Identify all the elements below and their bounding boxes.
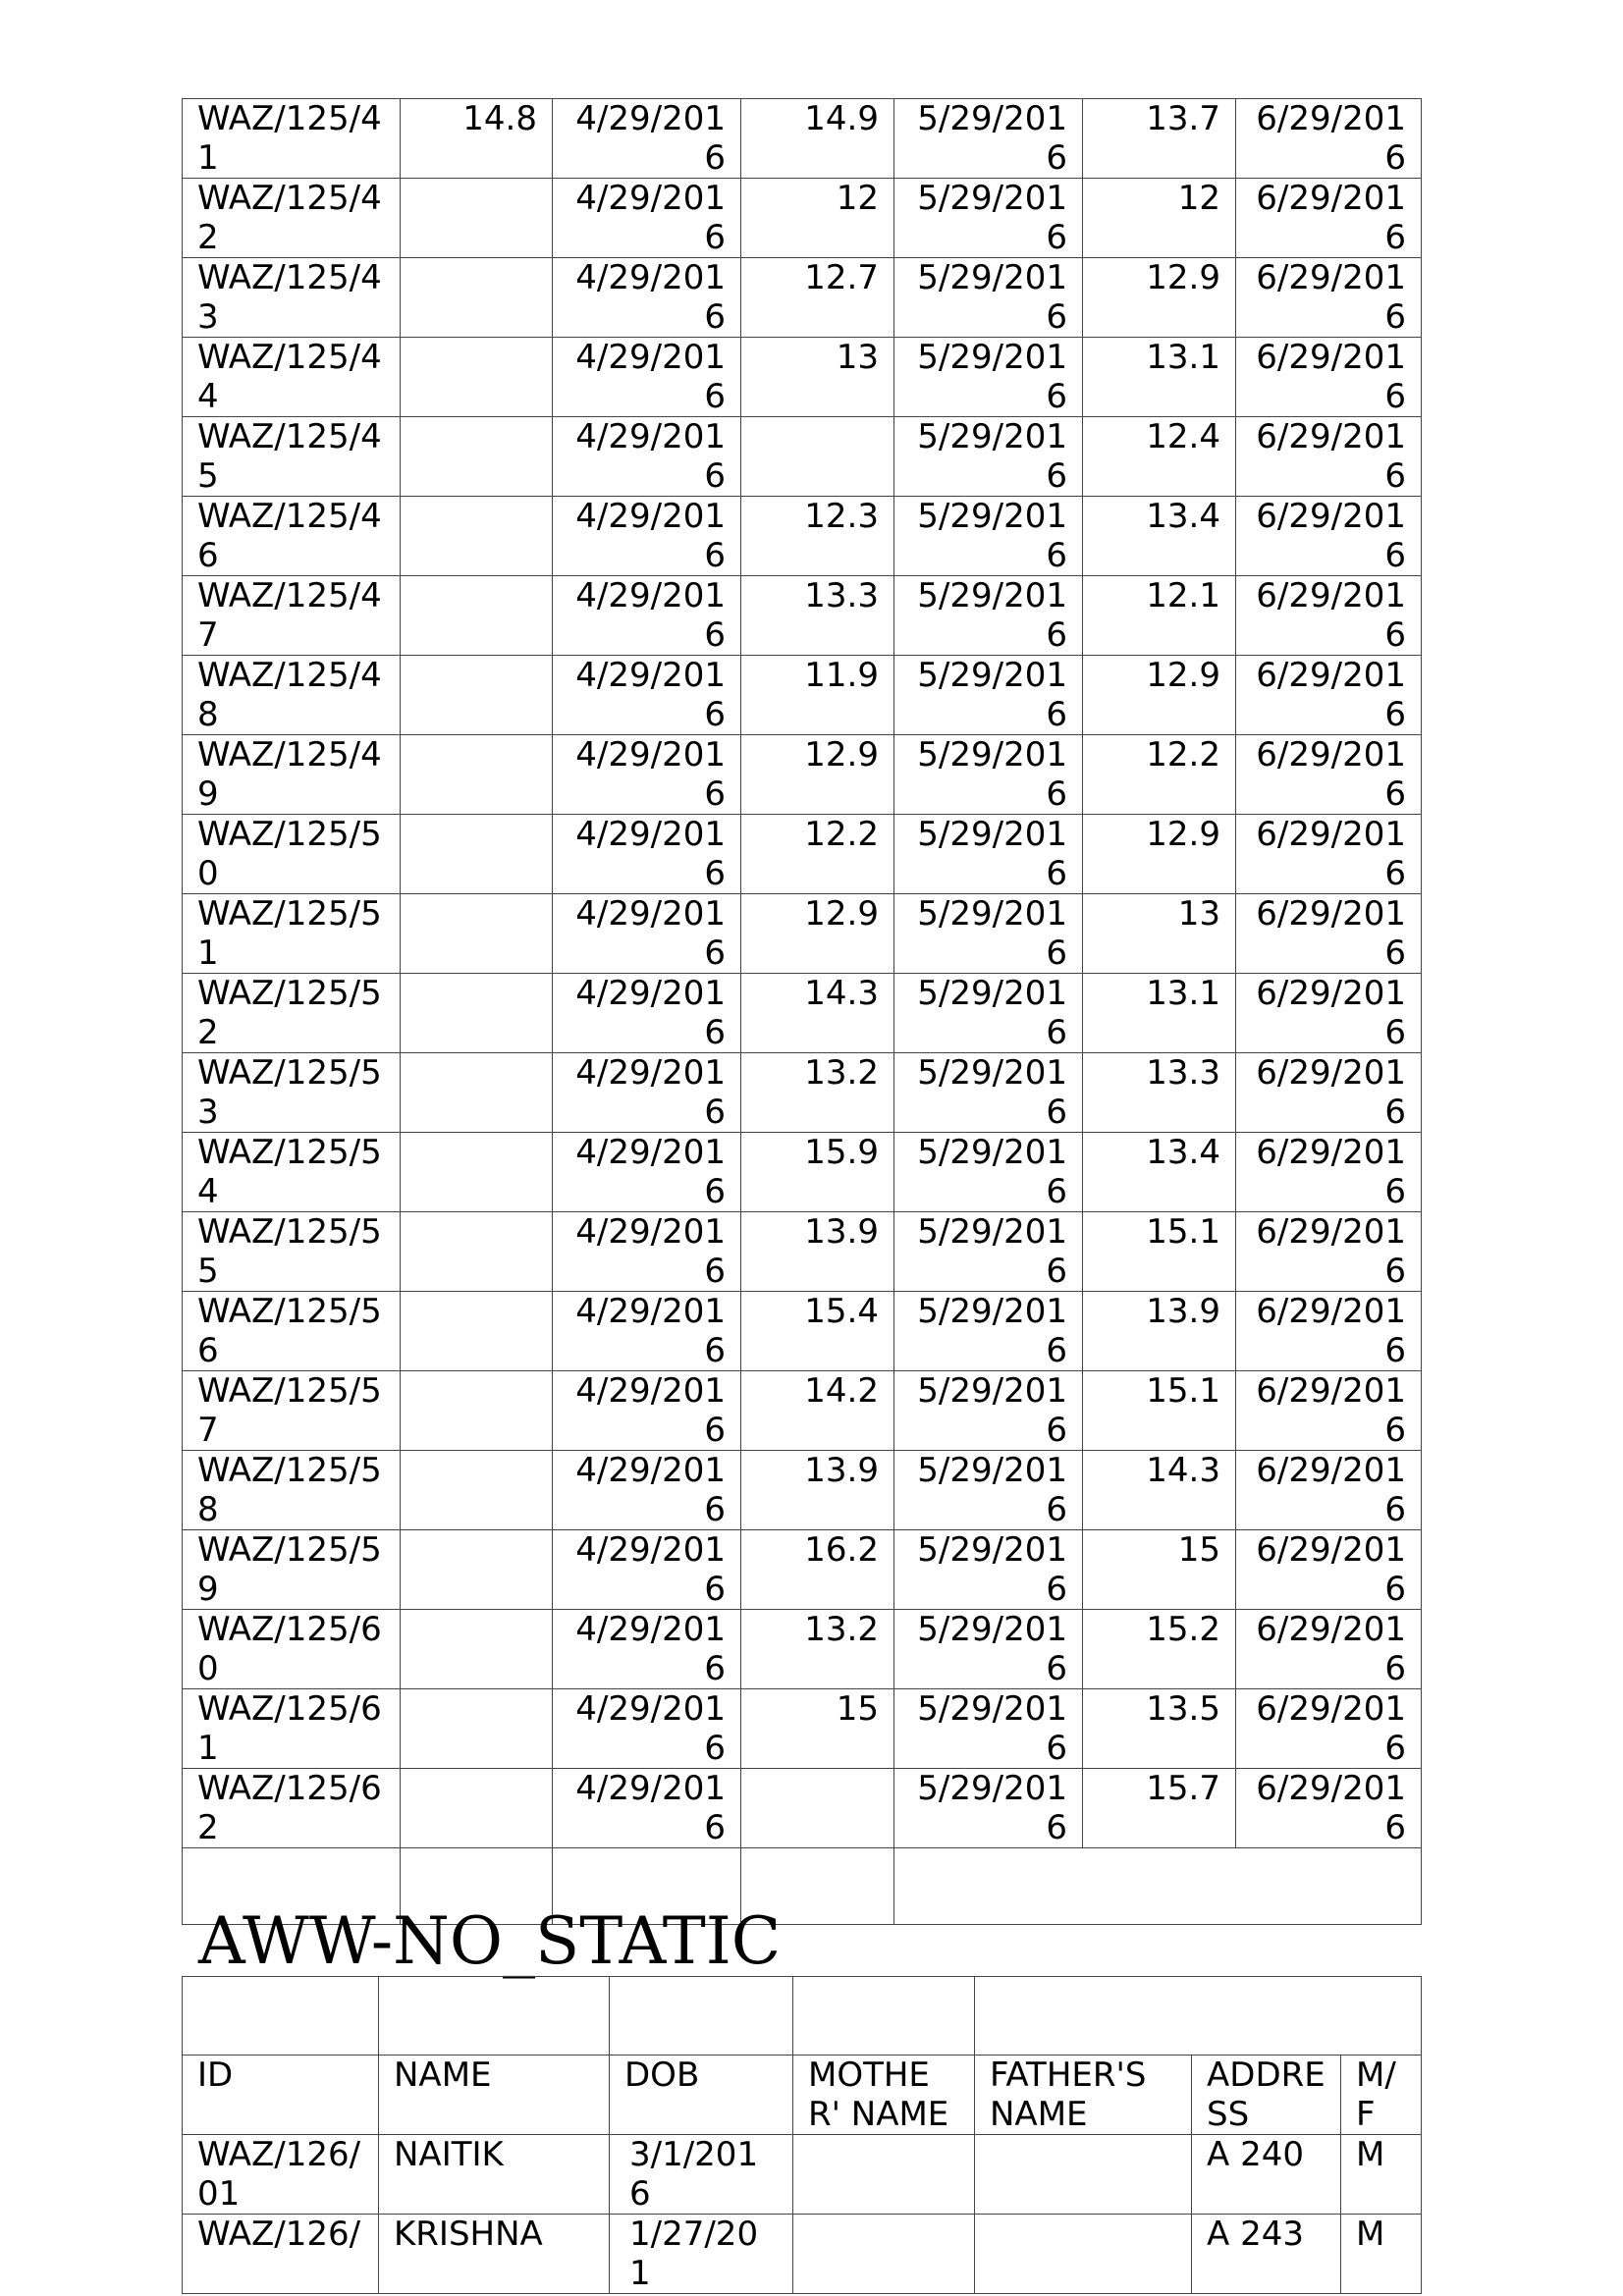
first-weight-cell — [401, 1292, 553, 1371]
table-row — [183, 179, 1422, 258]
second-date-cell: 5/29/2016 — [894, 179, 1083, 258]
second-date-cell: 5/29/2016 — [894, 735, 1083, 815]
empty-cell — [793, 1977, 975, 2056]
third-weight-cell: 13.5 — [1083, 1689, 1236, 1769]
second-date-cell: 5/29/2016 — [894, 1769, 1083, 1848]
first-weight-cell — [401, 1053, 553, 1133]
blank-header-row — [183, 1977, 1422, 2056]
second-weight-cell: 15 — [741, 1689, 894, 1769]
first-weight-cell — [401, 338, 553, 417]
first-weight-cell — [401, 815, 553, 894]
first-date-cell: 4/29/2016 — [553, 735, 741, 815]
first-date-cell: 4/29/2016 — [553, 1451, 741, 1530]
second-weight-cell — [741, 417, 894, 497]
second-weight-cell: 13.9 — [741, 1451, 894, 1530]
record-id-cell: WAZ/125/62 — [183, 1769, 401, 1848]
empty-cell — [975, 1977, 1422, 2056]
third-date-cell: 6/29/2016 — [1236, 1053, 1422, 1133]
first-date-cell: 4/29/2016 — [553, 1053, 741, 1133]
table-row — [183, 1451, 1422, 1530]
second-weight-cell: 12.3 — [741, 497, 894, 576]
record-id-cell: WAZ/125/53 — [183, 1053, 401, 1133]
table-row — [183, 2135, 1422, 2215]
third-weight-cell: 13.4 — [1083, 497, 1236, 576]
second-date-cell: 5/29/2016 — [894, 258, 1083, 338]
record-id-cell: WAZ/125/56 — [183, 1292, 401, 1371]
third-date-cell: 6/29/2016 — [1236, 576, 1422, 656]
second-date-cell: 5/29/2016 — [894, 656, 1083, 735]
second-weight-cell — [741, 1769, 894, 1848]
record-id-cell: WAZ/125/46 — [183, 497, 401, 576]
third-weight-cell: 14.3 — [1083, 1451, 1236, 1530]
register-cell — [793, 2215, 975, 2294]
first-date-cell: 4/29/2016 — [553, 1530, 741, 1610]
first-date-cell: 4/29/2016 — [553, 1212, 741, 1292]
table-row — [183, 656, 1422, 735]
second-weight-cell: 12.2 — [741, 815, 894, 894]
second-date-cell: 5/29/2016 — [894, 1689, 1083, 1769]
third-weight-cell: 12.9 — [1083, 656, 1236, 735]
third-weight-cell: 12.9 — [1083, 258, 1236, 338]
second-weight-cell: 13 — [741, 338, 894, 417]
third-date-cell: 6/29/2016 — [1236, 1371, 1422, 1451]
third-weight-cell: 13.4 — [1083, 1133, 1236, 1212]
children-register-table — [182, 1976, 1422, 2294]
first-date-cell: 4/29/2016 — [553, 338, 741, 417]
register-cell: M — [1341, 2215, 1422, 2294]
table-row — [183, 1212, 1422, 1292]
table-row — [183, 894, 1422, 974]
second-date-cell: 5/29/2016 — [894, 974, 1083, 1053]
first-weight-cell — [401, 1371, 553, 1451]
column-header: M/F — [1341, 2056, 1422, 2135]
first-date-cell: 4/29/2016 — [553, 974, 741, 1053]
first-weight-cell — [401, 1133, 553, 1212]
record-id-cell: WAZ/125/59 — [183, 1530, 401, 1610]
third-weight-cell: 13 — [1083, 894, 1236, 974]
third-date-cell: 6/29/2016 — [1236, 974, 1422, 1053]
second-date-cell: 5/29/2016 — [894, 417, 1083, 497]
third-weight-cell: 12 — [1083, 179, 1236, 258]
first-date-cell: 4/29/2016 — [553, 1371, 741, 1451]
empty-cell — [894, 1848, 1422, 1925]
table-row — [183, 1530, 1422, 1610]
third-date-cell: 6/29/2016 — [1236, 735, 1422, 815]
second-weight-cell: 13.2 — [741, 1610, 894, 1689]
register-cell: A 240 — [1192, 2135, 1341, 2215]
third-date-cell: 6/29/2016 — [1236, 1610, 1422, 1689]
third-weight-cell: 13.9 — [1083, 1292, 1236, 1371]
column-header: NAME — [379, 2056, 610, 2135]
second-date-cell: 5/29/2016 — [894, 576, 1083, 656]
third-date-cell: 6/29/2016 — [1236, 1769, 1422, 1848]
third-date-cell: 6/29/2016 — [1236, 99, 1422, 179]
third-date-cell: 6/29/2016 — [1236, 894, 1422, 974]
register-cell: WAZ/126/ — [183, 2215, 379, 2294]
table-row — [183, 2215, 1422, 2294]
first-date-cell: 4/29/2016 — [553, 179, 741, 258]
second-date-cell: 5/29/2016 — [894, 894, 1083, 974]
third-weight-cell: 12.2 — [1083, 735, 1236, 815]
third-weight-cell: 13.7 — [1083, 99, 1236, 179]
second-weight-cell: 13.3 — [741, 576, 894, 656]
table-row — [183, 1133, 1422, 1212]
first-date-cell: 4/29/2016 — [553, 1292, 741, 1371]
record-id-cell: WAZ/125/58 — [183, 1451, 401, 1530]
third-weight-cell: 13.1 — [1083, 338, 1236, 417]
record-id-cell: WAZ/125/55 — [183, 1212, 401, 1292]
second-weight-cell: 14.9 — [741, 99, 894, 179]
register-cell: WAZ/126/01 — [183, 2135, 379, 2215]
record-id-cell: WAZ/125/52 — [183, 974, 401, 1053]
table-row — [183, 974, 1422, 1053]
third-date-cell: 6/29/2016 — [1236, 1689, 1422, 1769]
header-row — [183, 2056, 1422, 2135]
second-date-cell: 5/29/2016 — [894, 338, 1083, 417]
table-row — [183, 99, 1422, 179]
second-date-cell: 5/29/2016 — [894, 99, 1083, 179]
empty-cell — [379, 1977, 610, 2056]
first-weight-cell — [401, 1212, 553, 1292]
second-date-cell: 5/29/2016 — [894, 1371, 1083, 1451]
section-title: AWW-NO_STATIC — [198, 1903, 782, 1979]
register-cell: NAITIK — [379, 2135, 610, 2215]
column-header: DOB — [610, 2056, 793, 2135]
column-header: FATHER'S NAME — [975, 2056, 1192, 2135]
third-weight-cell: 13.3 — [1083, 1053, 1236, 1133]
record-id-cell: WAZ/125/42 — [183, 179, 401, 258]
second-weight-cell: 12 — [741, 179, 894, 258]
record-id-cell: WAZ/125/44 — [183, 338, 401, 417]
record-id-cell: WAZ/125/57 — [183, 1371, 401, 1451]
first-weight-cell — [401, 974, 553, 1053]
first-weight-cell — [401, 1451, 553, 1530]
second-date-cell: 5/29/2016 — [894, 1530, 1083, 1610]
table-row — [183, 497, 1422, 576]
record-id-cell: WAZ/125/45 — [183, 417, 401, 497]
first-date-cell: 4/29/2016 — [553, 1133, 741, 1212]
second-weight-cell: 12.9 — [741, 735, 894, 815]
first-weight-cell — [401, 576, 553, 656]
third-date-cell: 6/29/2016 — [1236, 815, 1422, 894]
table-row — [183, 1769, 1422, 1848]
record-id-cell: WAZ/125/43 — [183, 258, 401, 338]
record-id-cell: WAZ/125/49 — [183, 735, 401, 815]
first-weight-cell — [401, 894, 553, 974]
second-weight-cell: 13.2 — [741, 1053, 894, 1133]
third-weight-cell: 12.9 — [1083, 815, 1236, 894]
second-date-cell: 5/29/2016 — [894, 1610, 1083, 1689]
second-date-cell: 5/29/2016 — [894, 1292, 1083, 1371]
register-cell: 1/27/201 — [610, 2215, 793, 2294]
third-weight-cell: 15.1 — [1083, 1371, 1236, 1451]
third-date-cell: 6/29/2016 — [1236, 1451, 1422, 1530]
first-weight-cell — [401, 1769, 553, 1848]
second-date-cell: 5/29/2016 — [894, 815, 1083, 894]
third-date-cell: 6/29/2016 — [1236, 258, 1422, 338]
record-id-cell: WAZ/125/61 — [183, 1689, 401, 1769]
first-date-cell: 4/29/2016 — [553, 1689, 741, 1769]
table-row — [183, 1689, 1422, 1769]
record-id-cell: WAZ/125/60 — [183, 1610, 401, 1689]
first-weight-cell — [401, 1530, 553, 1610]
first-weight-cell — [401, 1610, 553, 1689]
first-weight-cell — [401, 656, 553, 735]
record-id-cell: WAZ/125/50 — [183, 815, 401, 894]
first-date-cell: 4/29/2016 — [553, 576, 741, 656]
third-date-cell: 6/29/2016 — [1236, 1292, 1422, 1371]
record-id-cell: WAZ/125/48 — [183, 656, 401, 735]
record-id-cell: WAZ/125/41 — [183, 99, 401, 179]
first-weight-cell — [401, 179, 553, 258]
first-date-cell: 4/29/2016 — [553, 656, 741, 735]
record-id-cell: WAZ/125/51 — [183, 894, 401, 974]
register-table-body — [183, 1977, 1422, 2294]
third-weight-cell: 12.4 — [1083, 417, 1236, 497]
table-row — [183, 1371, 1422, 1451]
record-id-cell: WAZ/125/54 — [183, 1133, 401, 1212]
table-row — [183, 258, 1422, 338]
first-date-cell: 4/29/2016 — [553, 417, 741, 497]
third-date-cell: 6/29/2016 — [1236, 179, 1422, 258]
first-weight-cell — [401, 417, 553, 497]
column-header: ID — [183, 2056, 379, 2135]
third-date-cell: 6/29/2016 — [1236, 497, 1422, 576]
table-row — [183, 417, 1422, 497]
third-weight-cell: 15 — [1083, 1530, 1236, 1610]
second-date-cell: 5/29/2016 — [894, 1053, 1083, 1133]
table-row — [183, 815, 1422, 894]
first-date-cell: 4/29/2016 — [553, 258, 741, 338]
first-date-cell: 4/29/2016 — [553, 1769, 741, 1848]
second-date-cell: 5/29/2016 — [894, 1133, 1083, 1212]
first-weight-cell: 14.8 — [401, 99, 553, 179]
first-date-cell: 4/29/2016 — [553, 497, 741, 576]
register-cell: A 243 — [1192, 2215, 1341, 2294]
third-weight-cell: 12.1 — [1083, 576, 1236, 656]
growth-table-body — [183, 99, 1422, 1925]
table-row — [183, 1053, 1422, 1133]
first-weight-cell — [401, 497, 553, 576]
third-weight-cell: 13.1 — [1083, 974, 1236, 1053]
column-header: ADDRESS — [1192, 2056, 1341, 2135]
third-date-cell: 6/29/2016 — [1236, 1133, 1422, 1212]
third-date-cell: 6/29/2016 — [1236, 417, 1422, 497]
second-weight-cell: 16.2 — [741, 1530, 894, 1610]
third-date-cell: 6/29/2016 — [1236, 1530, 1422, 1610]
register-cell — [793, 2135, 975, 2215]
empty-cell — [183, 1977, 379, 2056]
second-weight-cell: 12.9 — [741, 894, 894, 974]
table-row — [183, 735, 1422, 815]
second-date-cell: 5/29/2016 — [894, 497, 1083, 576]
third-date-cell: 6/29/2016 — [1236, 656, 1422, 735]
third-weight-cell: 15.1 — [1083, 1212, 1236, 1292]
first-weight-cell — [401, 258, 553, 338]
table-row — [183, 1610, 1422, 1689]
second-weight-cell: 15.9 — [741, 1133, 894, 1212]
table-row — [183, 338, 1422, 417]
second-weight-cell: 12.7 — [741, 258, 894, 338]
second-weight-cell: 11.9 — [741, 656, 894, 735]
empty-cell — [610, 1977, 793, 2056]
growth-measurements-table — [182, 98, 1422, 1925]
second-date-cell: 5/29/2016 — [894, 1451, 1083, 1530]
register-cell: 3/1/2016 — [610, 2135, 793, 2215]
table-row — [183, 576, 1422, 656]
first-date-cell: 4/29/2016 — [553, 815, 741, 894]
first-date-cell: 4/29/2016 — [553, 894, 741, 974]
register-cell: KRISHNA — [379, 2215, 610, 2294]
second-weight-cell: 14.2 — [741, 1371, 894, 1451]
third-weight-cell: 15.7 — [1083, 1769, 1236, 1848]
third-date-cell: 6/29/2016 — [1236, 338, 1422, 417]
first-date-cell: 4/29/2016 — [553, 99, 741, 179]
table-row — [183, 1292, 1422, 1371]
first-date-cell: 4/29/2016 — [553, 1610, 741, 1689]
third-date-cell: 6/29/2016 — [1236, 1212, 1422, 1292]
register-cell: M — [1341, 2135, 1422, 2215]
register-cell — [975, 2135, 1192, 2215]
second-weight-cell: 15.4 — [741, 1292, 894, 1371]
record-id-cell: WAZ/125/47 — [183, 576, 401, 656]
first-weight-cell — [401, 1689, 553, 1769]
second-weight-cell: 13.9 — [741, 1212, 894, 1292]
second-date-cell: 5/29/2016 — [894, 1212, 1083, 1292]
first-weight-cell — [401, 735, 553, 815]
register-cell — [975, 2215, 1192, 2294]
column-header: MOTHER' NAME — [793, 2056, 975, 2135]
second-weight-cell: 14.3 — [741, 974, 894, 1053]
third-weight-cell: 15.2 — [1083, 1610, 1236, 1689]
